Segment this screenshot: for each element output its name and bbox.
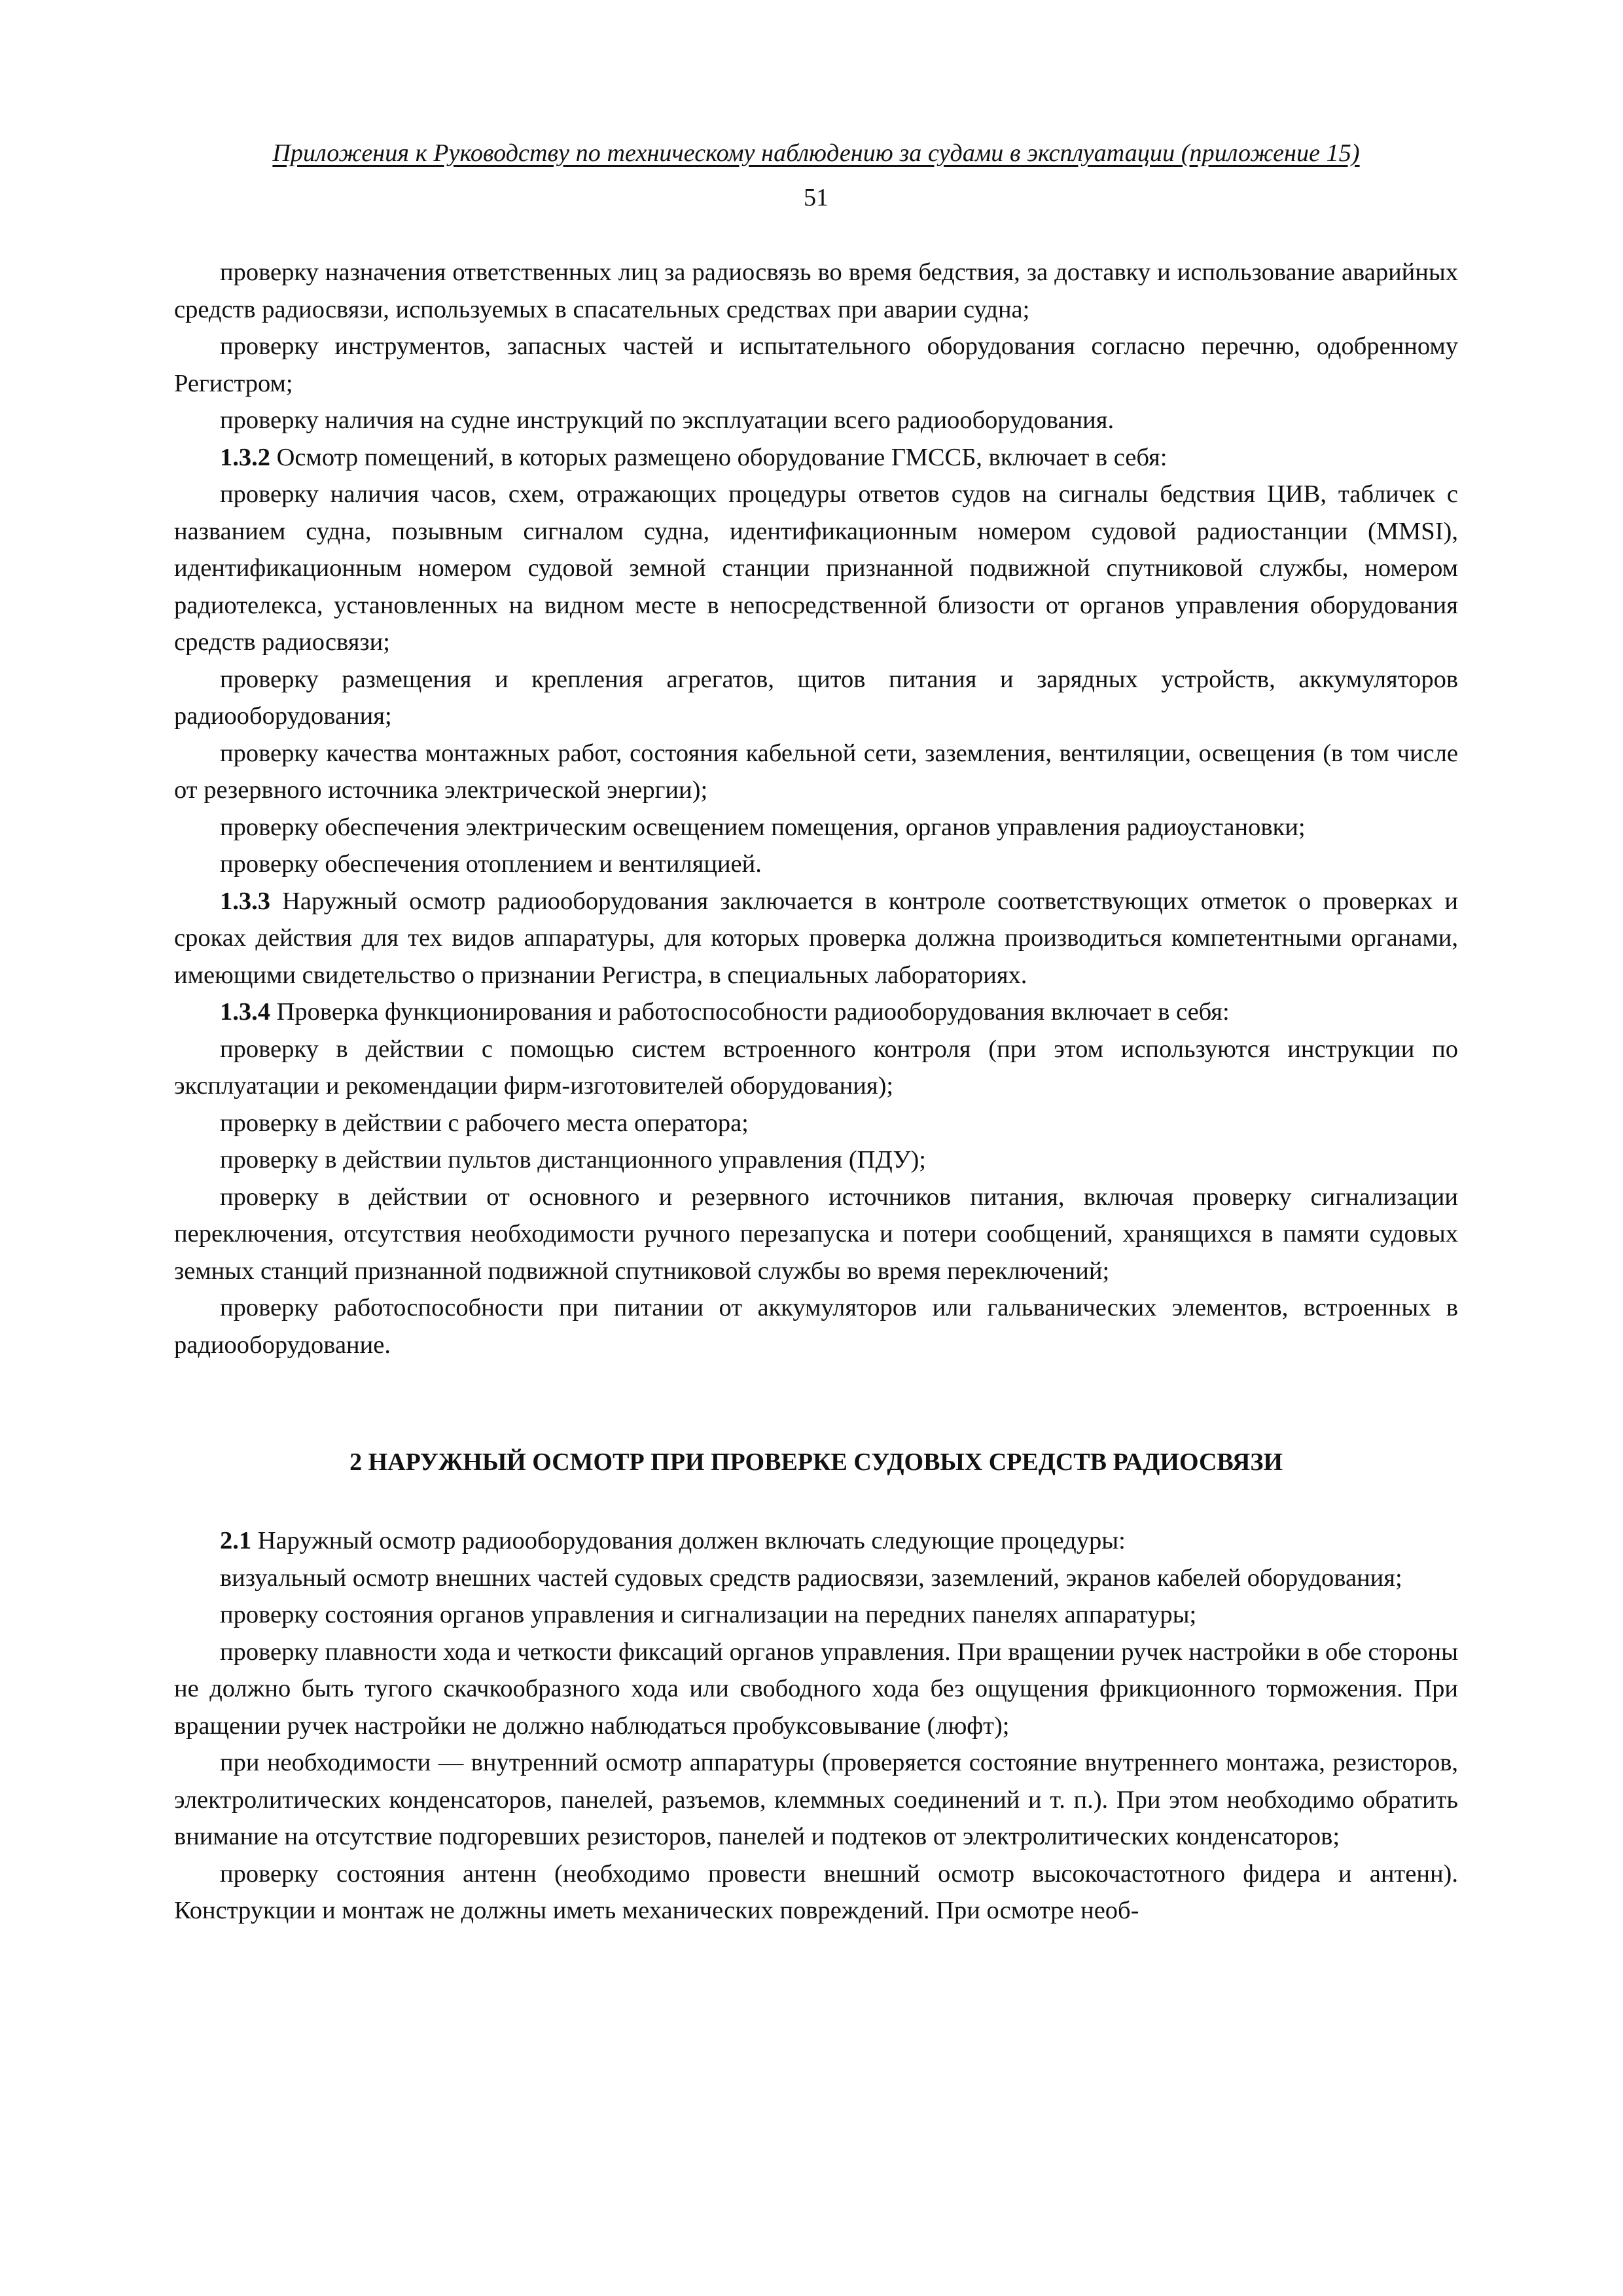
clause-number: 1.3.4 (220, 998, 270, 1026)
paragraph: проверку размещения и крепления агрегатов, щитов питания и зарядных устройств, аккумуляторов радиооборудования; (174, 665, 1458, 730)
paragraph: проверку качества монтажных работ, состояния кабельной сети, заземления, вентиляции, освещения (в том числе от резервного источника электрической энергии); (174, 739, 1458, 804)
paragraph: проверку назначения ответственных лиц за радиосвязь во время бедствия, за доставку и использование аварийных средств радиосвязи, используемых в спасательных средствах при аварии судна; (174, 259, 1458, 323)
running-header: Приложения к Руководству по техническому наблюдению за судами в эксплуатации (приложение 15) (272, 139, 1360, 167)
paragraph: проверку состояния органов управления и сигнализации на передних панелях аппаратуры; (220, 1601, 1197, 1628)
clause-1-3-3: 1.3.3 Наружный осмотр радиооборудования заключается в контроле соответствующих отметок о проверках и сроках действия для тех видов аппаратуры, для которых проверка должна производиться компетентными органами, имеющими свидетельство о признании Регистра, в специальных лабораториях. (174, 887, 1458, 989)
clause-number: 1.3.3 (220, 887, 270, 915)
clause-number: 1.3.2 (220, 443, 270, 471)
paragraph: проверку в действии с помощью систем встроенного контроля (при этом используются инструкции по эксплуатации и рекомендации фирм-изготовителей оборудования); (174, 1035, 1458, 1100)
clause-1-3-4: 1.3.4 Проверка функционирования и работоспособности радиооборудования включает в себя: (220, 998, 1230, 1026)
section-heading: 2 НАРУЖНЫЙ ОСМОТР ПРИ ПРОВЕРКЕ СУДОВЫХ СРЕДСТВ РАДИОСВЯЗИ (349, 1448, 1283, 1476)
paragraph: проверку наличия часов, схем, отражающих процедуры ответов судов на сигналы бедствия ЦИВ, табличек с названием судна, позывным сигналом судна, идентификационным номером судовой радиостанции (MMSI), идентификационным номером судовой земной станции признанной подвижной спутниковой службы, номером радиотелекса, установленных на видном месте в непосредственной близости от органов управления оборудования средств радиосвязи; (174, 480, 1458, 656)
paragraph: проверку наличия на судне инструкций по эксплуатации всего радиооборудования. (220, 406, 1115, 434)
paragraph: проверку в действии от основного и резервного источников питания, включая проверку сигнализации переключения, отсутствия необходимости ручного перезапуска и потери сообщений, хранящихся в памяти судовых земных станций признанной подвижной спутниковой службы во время переключений; (174, 1183, 1458, 1285)
clause-number: 2.1 (220, 1527, 252, 1554)
paragraph: проверку обеспечения отоплением и вентиляцией. (220, 850, 762, 878)
paragraph: визуальный осмотр внешних частей судовых средств радиосвязи, заземлений, экранов кабелей оборудования; (220, 1564, 1402, 1592)
paragraph: проверку в действии пультов дистанционного управления (ПДУ); (220, 1146, 926, 1174)
paragraph: проверку инструментов, запасных частей и испытательного оборудования согласно перечню, одобренному Регистром; (174, 332, 1458, 397)
paragraph: проверку плавности хода и четкости фиксаций органов управления. При вращении ручек настройки в обе стороны не должно быть тугого скачкообразного хода или свободного хода без ощущения фрикционного торможения. При вращении ручек настройки не должно наблюдаться пробуксовывание (люфт); (174, 1638, 1458, 1740)
clause-1-3-2: 1.3.2 Осмотр помещений, в которых размещено оборудование ГМССБ, включает в себя: (220, 443, 1168, 471)
paragraph: проверку в действии с рабочего места оператора; (220, 1109, 749, 1137)
body-text (174, 254, 1458, 1929)
paragraph: проверку состояния антенн (необходимо провести внешний осмотр высокочастотного фидера и антенн). Конструкции и монтаж не должны иметь механических повреждений. При осмотре необ- (174, 1859, 1458, 1924)
clause-2-1: 2.1 Наружный осмотр радиооборудования должен включать следующие процедуры: (220, 1527, 1126, 1554)
paragraph: проверку работоспособности при питании от аккумуляторов или гальванических элементов, встроенных в радиооборудование. (174, 1294, 1458, 1359)
paragraph: при необходимости — внутренний осмотр аппаратуры (проверяется состояние внутреннего монтажа, резисторов, электролитических конденсаторов, панелей, разъемов, клеммных соединений и т. п.). При этом необходимо обратить внимание на отсутствие подгоревших резисторов, панелей и подтеков от электролитических конденсаторов; (174, 1749, 1458, 1850)
document-page (174, 137, 1458, 1929)
paragraph: проверку обеспечения электрическим освещением помещения, органов управления радиоустановки; (220, 813, 1306, 841)
page-number: 51 (804, 184, 829, 211)
